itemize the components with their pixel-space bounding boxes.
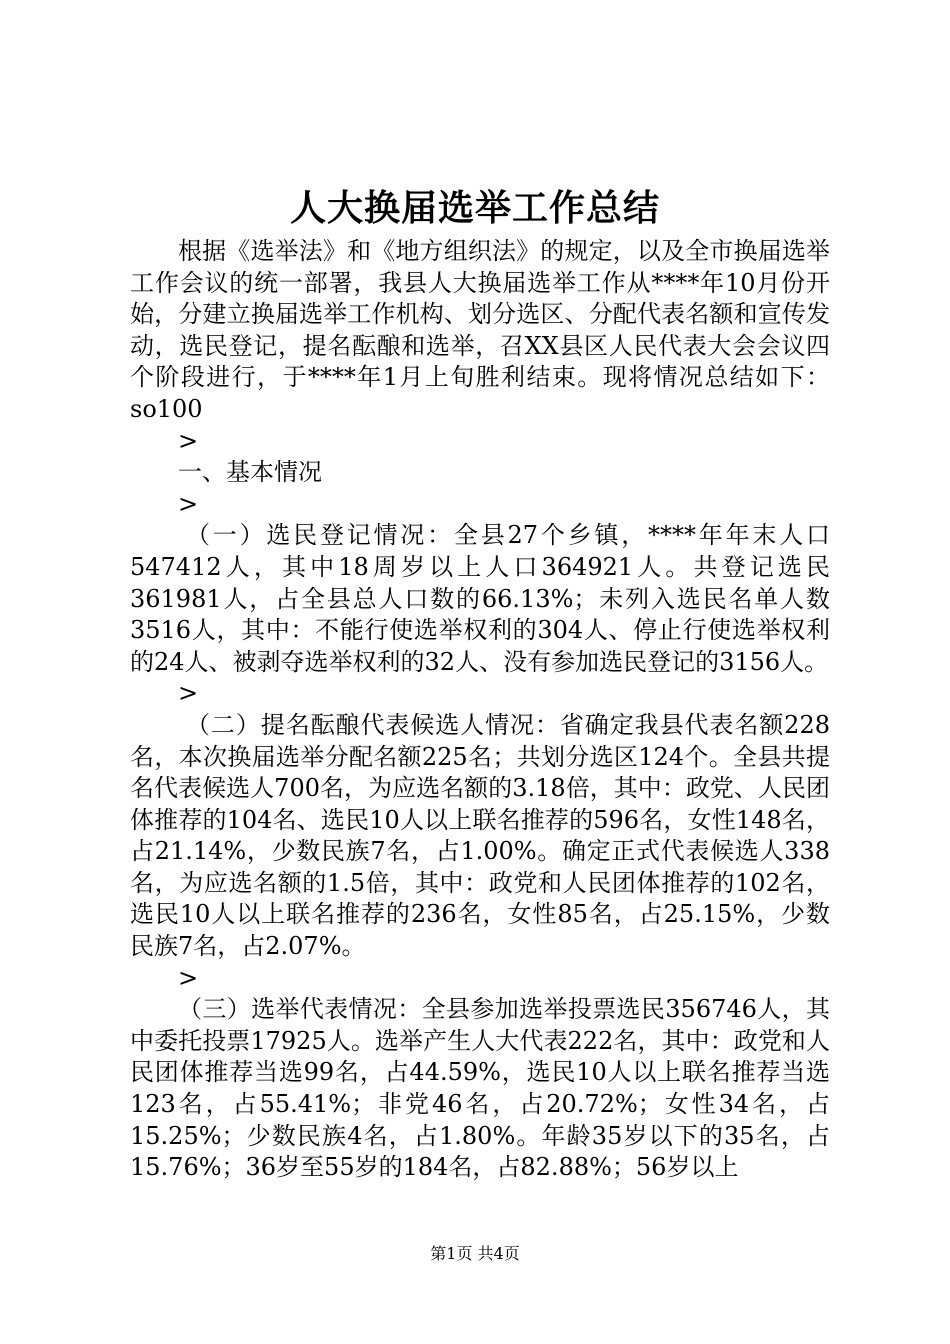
document-title: 人大换届选举工作总结	[289, 187, 660, 229]
document-body	[130, 236, 830, 1184]
section-heading-basic: 一、基本情况	[178, 458, 322, 487]
section-marker: >	[178, 426, 199, 455]
section-marker: >	[178, 489, 199, 518]
paragraph-voter-registration: （一）选民登记情况：全县27个乡镇，****年年末人口547412人，其中18周岁以上人口364921人。共登记选民361981人，占全县总人口数的66.13%；未列入选民名单人数3516人，其中：不能行使选举权利的304人、停止行使选举权利的24人、被剥夺选举权利的32人、没有参加选民登记的3156人。	[130, 521, 830, 676]
intro-paragraph: 根据《选举法》和《地方组织法》的规定，以及全市换届选举工作会议的统一部署，我县人大换届选举工作从****年10月份开始，分建立换届选举工作机构、划分选区、分配代表名额和宣传发动，选民登记，提名酝酿和选举，召XX县区人民代表大会会议四个阶段进行，于****年1月上旬胜利结束。现将情况总结如下：so100	[130, 237, 830, 423]
paragraph-election-results: （三）选举代表情况：全县参加选举投票选民356746人，其中委托投票17925人。选举产生人大代表222名，其中：政党和人民团体推荐当选99名，占44.59%，选民10人以上联名推荐当选123名，占55.41%；非党46名，占20.72%；女性34名，占15.25%；少数民族4名，占1.80%。年龄35岁以下的35名，占15.76%；36岁至55岁的184名，占82.88%；56岁以上	[130, 995, 830, 1182]
section-marker: >	[178, 679, 199, 708]
section-marker: >	[178, 963, 199, 992]
paragraph-candidate-nomination: （二）提名酝酿代表候选人情况：省确定我县代表名额228名，本次换届选举分配名额225名；共划分选区124个。全县共提名代表候选人700名，为应选名额的3.18倍，其中：政党、人民团体推荐的104名、选民10人以上联名推荐的596名，女性148名，占21.14%，少数民族7名，占1.00%。确定正式代表候选人338名，为应选名额的1.5倍，其中：政党和人民团体推荐的102名，选民10人以上联名推荐的236名，女性85名，占25.15%，少数民族7名，占2.07%。	[130, 710, 830, 961]
page-footer: 第1页 共4页	[430, 1244, 520, 1263]
